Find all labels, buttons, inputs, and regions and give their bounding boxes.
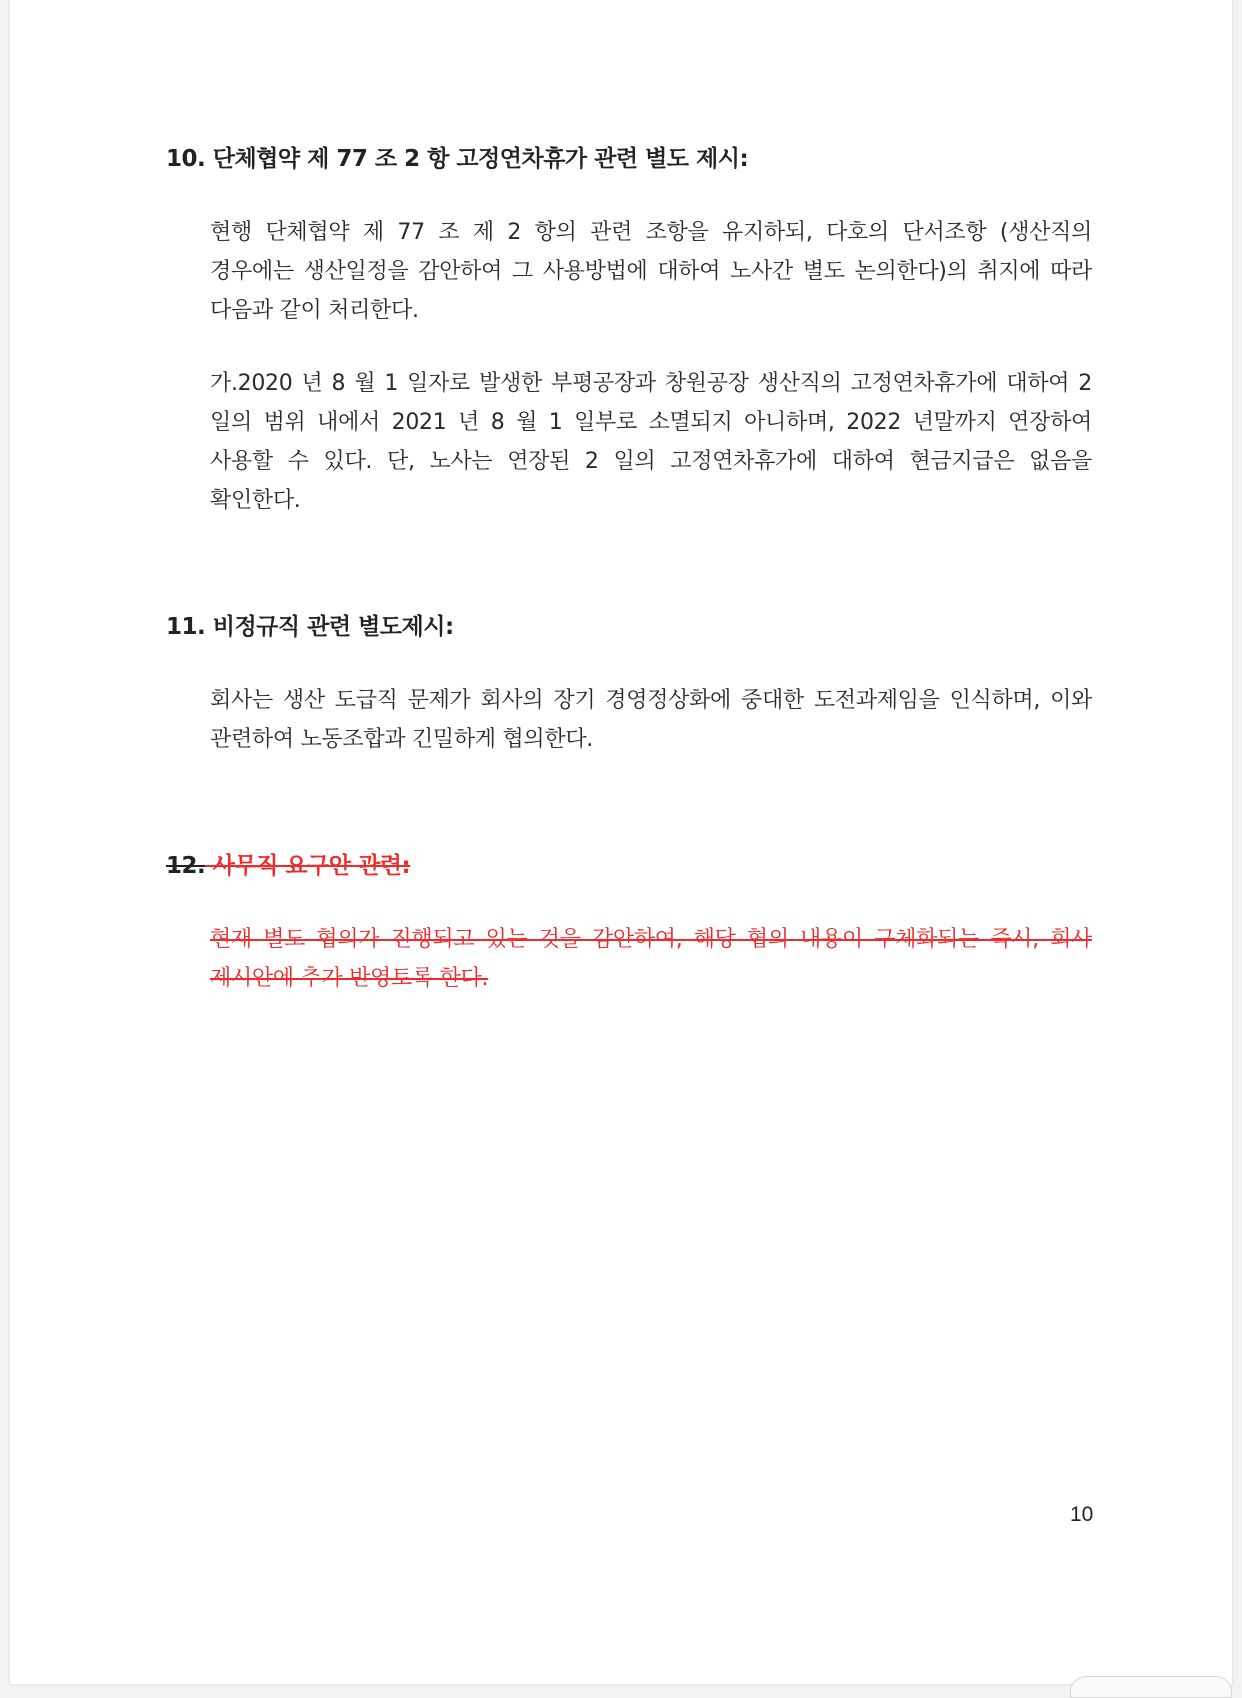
section-12-number: 12. xyxy=(166,853,206,879)
section-11-paragraph: 회사는 생산 도급직 문제가 회사의 장기 경영정상화에 중대한 도전과제임을 인식하며, 이와 관련하여 노동조합과 긴밀하게 협의한다. xyxy=(210,688,1092,752)
page-corner-tab xyxy=(1070,1676,1232,1698)
section-12-heading xyxy=(166,851,410,881)
section-11-heading: 11. 비정규직 관련 별도제시: xyxy=(166,614,454,640)
section-12-paragraph: 현재 별도 협의가 진행되고 있는 것을 감안하여, 해당 협의 내용이 구체화되는 즉시, 회사 제시안에 추가 반영토록 한다. xyxy=(210,927,1092,991)
page-number: 10 xyxy=(1070,1503,1094,1526)
document-page xyxy=(10,0,1232,1684)
section-12-title: 사무직 요구안 관련: xyxy=(205,853,411,879)
section-10-paragraph-1: 현행 단체협약 제 77 조 제 2 항의 관련 조항을 유지하되, 다호의 단서조항 (생산직의 경우에는 생산일정을 감안하여 그 사용방법에 대하여 노사간 별도 논의한다)의 취지에 따라 다음과 같이 처리한다. xyxy=(210,220,1092,323)
section-10-paragraph-2: 가.2020 년 8 월 1 일자로 발생한 부평공장과 창원공장 생산직의 고정연차휴가에 대하여 2 일의 범위 내에서 2021 년 8 월 1 일부로 소멸되지 아니하며, 2022 년말까지 연장하여 사용할 수 있다. 단, 노사는 연장된 2 일의 고정연차휴가에 대하여 현금지급은 없음을 확인한다. xyxy=(210,371,1092,513)
section-10-heading: 10. 단체협약 제 77 조 2 항 고정연차휴가 관련 별도 제시: xyxy=(166,146,749,172)
